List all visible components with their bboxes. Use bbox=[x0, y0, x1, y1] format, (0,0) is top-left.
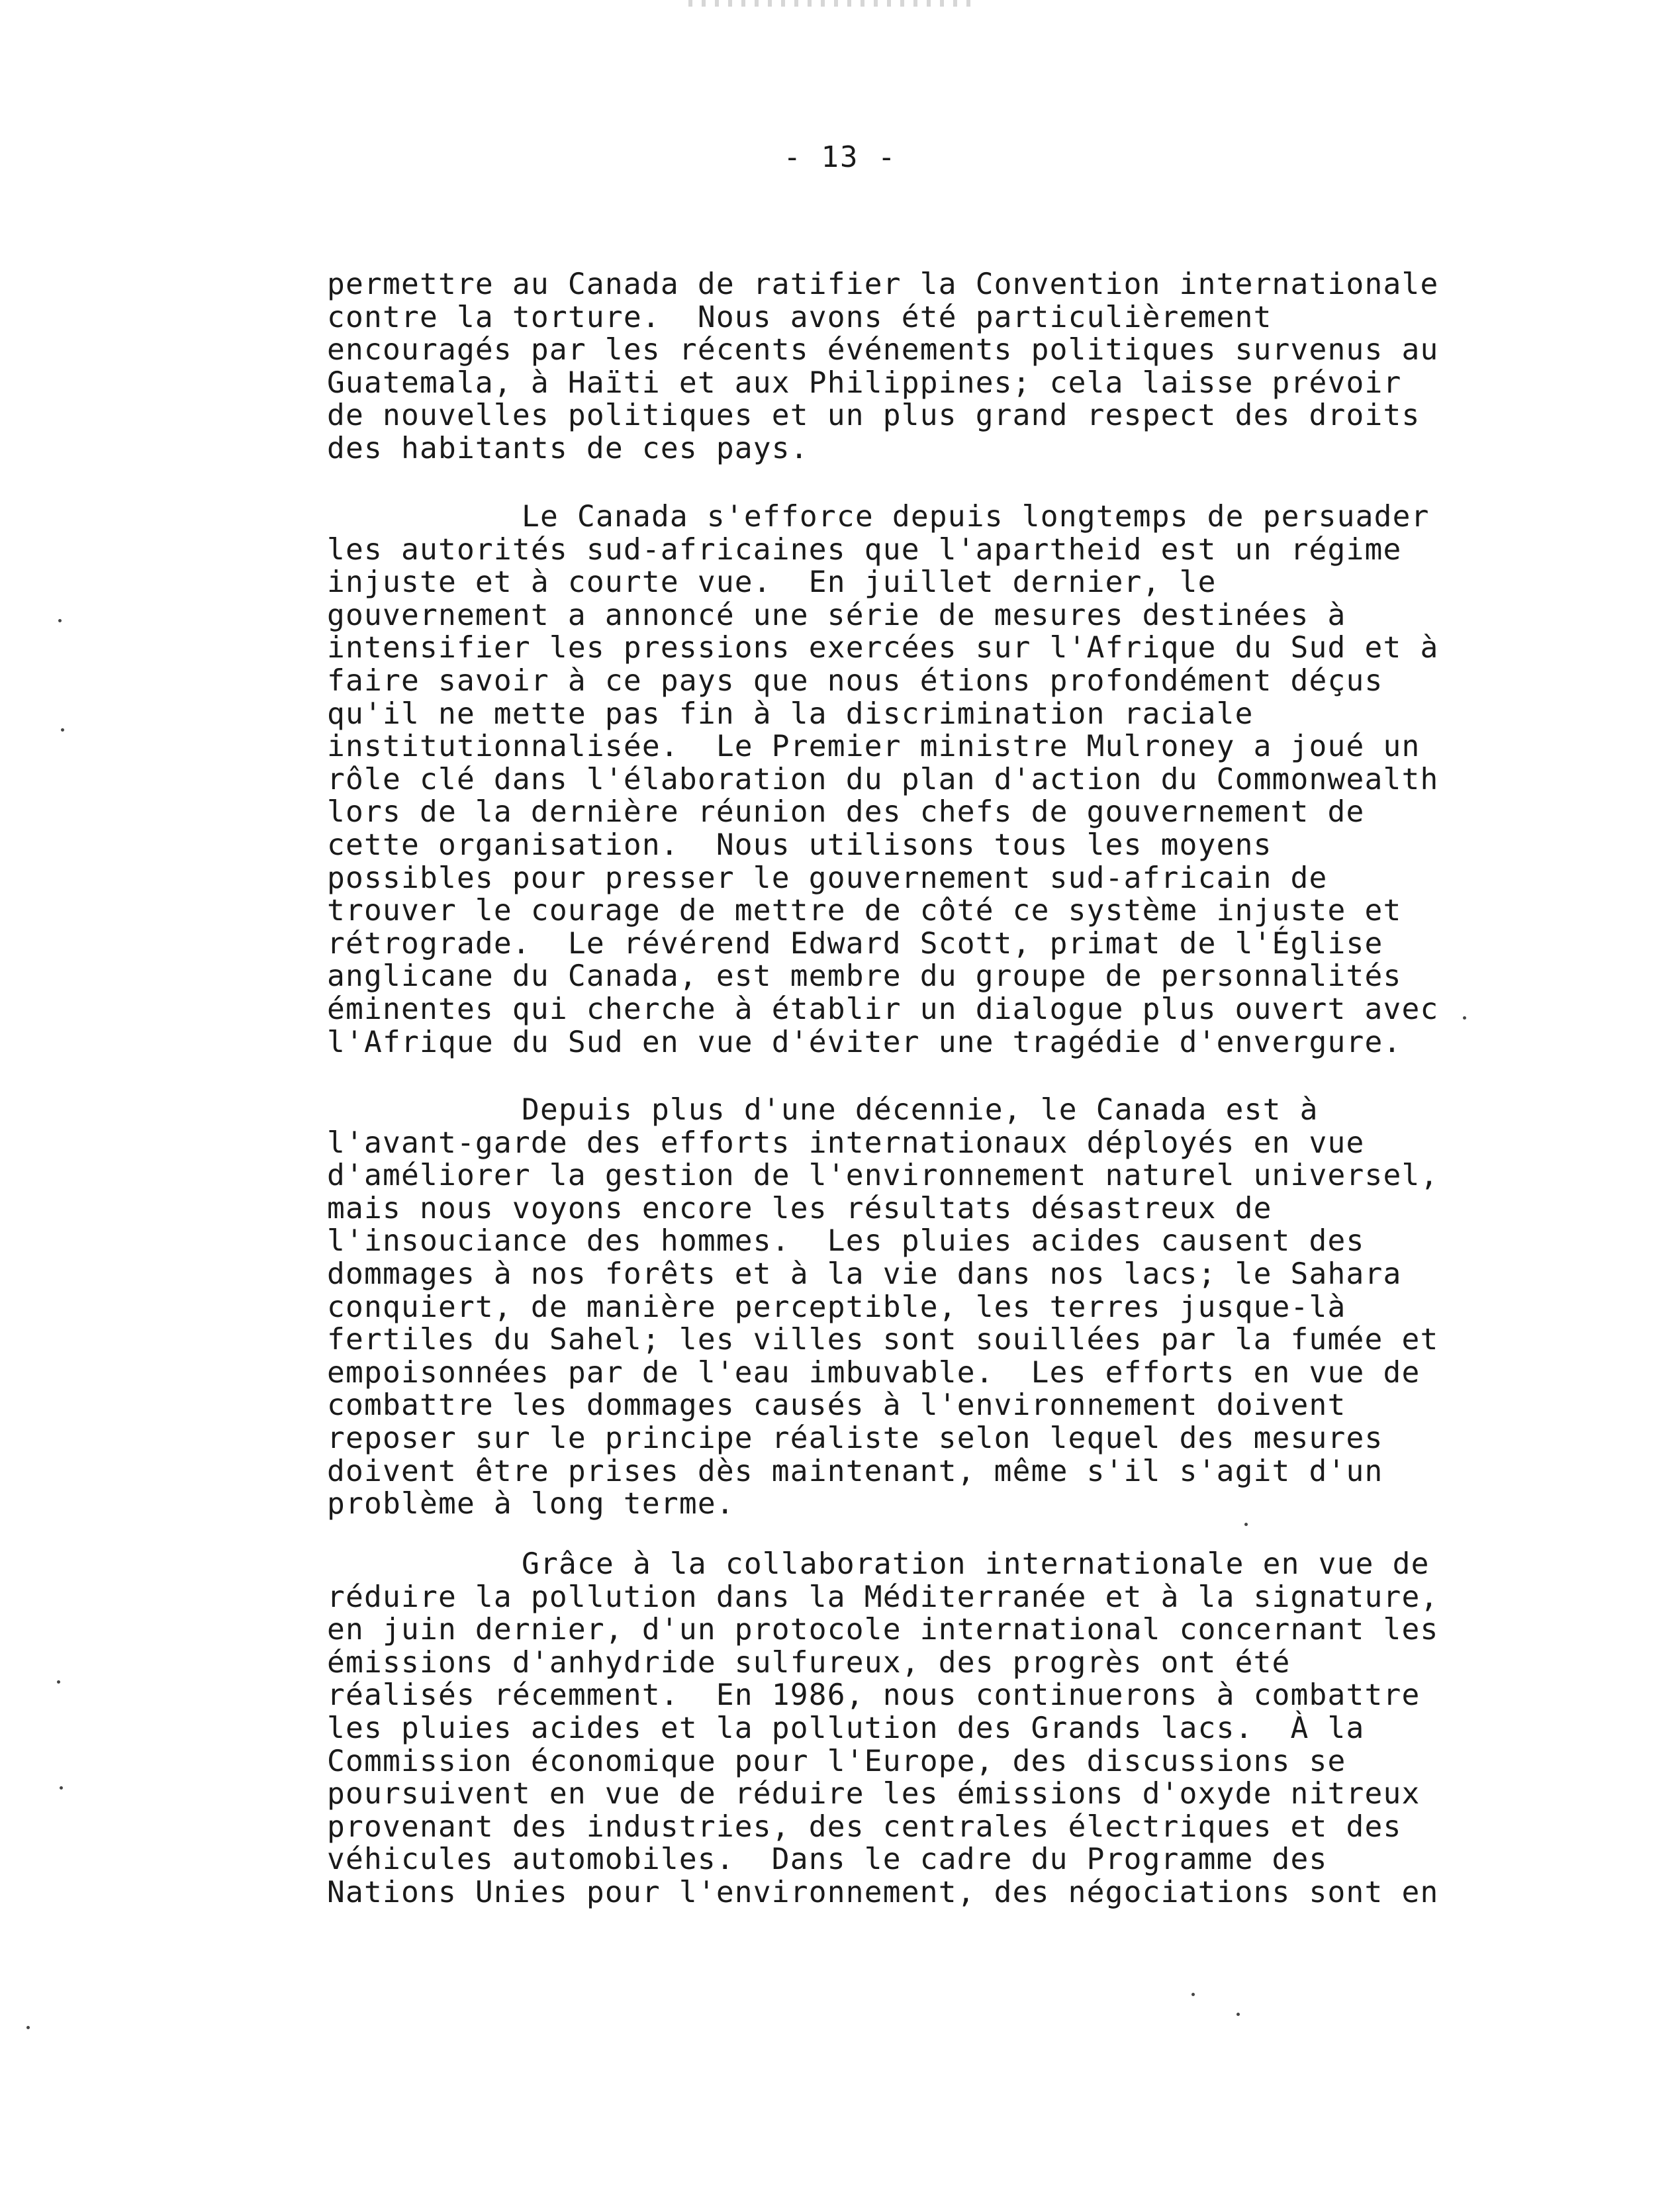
text-line: Nations Unies pour l'environnement, des négociations sont en bbox=[327, 1875, 1439, 1909]
scan-speck bbox=[1237, 2013, 1240, 2016]
text-line: institutionnalisée. Le Premier ministre Mulroney a joué un bbox=[327, 730, 1421, 764]
scan-speck bbox=[1463, 1016, 1466, 1020]
text-line: cette organisation. Nous utilisons tous les moyens bbox=[327, 828, 1272, 862]
text-line: combattre les dommages causés à l'environnement doivent bbox=[327, 1388, 1346, 1423]
text-line: de nouvelles politiques et un plus grand respect des droits bbox=[327, 399, 1421, 433]
text-line: d'améliorer la gestion de l'environnement naturel universel, bbox=[327, 1159, 1439, 1193]
text-line: permettre au Canada de ratifier la Convention internationale bbox=[327, 267, 1439, 301]
text-line: les pluies acides et la pollution des Grands lacs. À la bbox=[327, 1711, 1365, 1745]
text-line: réalisés récemment. En 1986, nous continuerons à combattre bbox=[327, 1678, 1421, 1713]
text-line: gouvernement a annoncé une série de mesures destinées à bbox=[327, 598, 1346, 632]
text-line: dommages à nos forêts et à la vie dans nos lacs; le Sahara bbox=[327, 1257, 1402, 1291]
text-line: rôle clé dans l'élaboration du plan d'action du Commonwealth bbox=[327, 762, 1439, 796]
text-line: l'insouciance des hommes. Les pluies acides causent des bbox=[327, 1224, 1365, 1259]
text-line: doivent être prises dès maintenant, même s'il s'agit d'un bbox=[327, 1454, 1383, 1488]
scan-speck bbox=[57, 1680, 60, 1684]
text-line: reposer sur le principe réaliste selon lequel des mesures bbox=[327, 1421, 1383, 1455]
text-line: les autorités sud-africaines que l'apartheid est un régime bbox=[327, 532, 1402, 567]
scan-speck bbox=[58, 619, 62, 622]
text-line: poursuivent en vue de réduire les émissions d'oxyde nitreux bbox=[327, 1777, 1421, 1811]
text-line: intensifier les pressions exercées sur l'Afrique du Sud et à bbox=[327, 631, 1439, 665]
text-line: lors de la dernière réunion des chefs de gouvernement de bbox=[327, 795, 1365, 830]
text-line: rétrograde. Le révérend Edward Scott, primat de l'Église bbox=[327, 926, 1383, 961]
text-line: empoisonnées par de l'eau imbuvable. Les efforts en vue de bbox=[327, 1355, 1421, 1390]
text-line: injuste et à courte vue. En juillet dernier, le bbox=[327, 565, 1217, 600]
scan-speck bbox=[1191, 1993, 1195, 1996]
text-line: Le Canada s'efforce depuis longtemps de persuader bbox=[522, 500, 1430, 534]
text-line: anglicane du Canada, est membre du groupe de personnalités bbox=[327, 959, 1402, 994]
scan-speck bbox=[61, 728, 64, 732]
text-line: faire savoir à ce pays que nous étions profondément déçus bbox=[327, 663, 1383, 698]
text-line: Guatemala, à Haïti et aux Philippines; cela laisse prévoir bbox=[327, 365, 1402, 400]
paragraph-environment bbox=[327, 1094, 1505, 1521]
paragraph-apartheid bbox=[327, 501, 1505, 1059]
text-line: contre la torture. Nous avons été particulièrement bbox=[327, 300, 1272, 334]
text-line: conquiert, de manière perceptible, les terres jusque-là bbox=[327, 1290, 1346, 1324]
text-line: l'Afrique du Sud en vue d'éviter une tragédie d'envergure. bbox=[327, 1025, 1402, 1059]
text-line: des habitants de ces pays. bbox=[327, 431, 809, 465]
text-line: provenant des industries, des centrales électriques et des bbox=[327, 1809, 1402, 1844]
paragraph-pollution bbox=[327, 1548, 1505, 1909]
text-line: émissions d'anhydride sulfureux, des progrès ont été bbox=[327, 1645, 1291, 1680]
text-line: problème à long terme. bbox=[327, 1487, 735, 1521]
text-line: réduire la pollution dans la Méditerranée et à la signature, bbox=[327, 1580, 1439, 1614]
text-line: possibles pour presser le gouvernement sud-africain de bbox=[327, 861, 1328, 895]
text-line: trouver le courage de mettre de côté ce système injuste et bbox=[327, 894, 1402, 928]
scan-header-noise bbox=[688, 0, 980, 7]
text-line: Commission économique pour l'Europe, des discussions se bbox=[327, 1744, 1346, 1778]
scan-speck bbox=[26, 2026, 30, 2029]
text-line: en juin dernier, d'un protocole international concernant les bbox=[327, 1613, 1439, 1647]
text-line: Grâce à la collaboration internationale en vue de bbox=[522, 1547, 1430, 1581]
text-line: Depuis plus d'une décennie, le Canada est à bbox=[522, 1093, 1319, 1127]
scan-speck bbox=[1244, 1523, 1248, 1526]
text-line: encouragés par les récents événements politiques survenus au bbox=[327, 333, 1439, 367]
text-line: éminentes qui cherche à établir un dialogue plus ouvert avec bbox=[327, 992, 1439, 1026]
scan-speck bbox=[60, 1786, 63, 1790]
text-line: véhicules automobiles. Dans le cadre du Programme des bbox=[327, 1843, 1328, 1877]
paragraph-convention-torture bbox=[327, 268, 1505, 465]
text-line: fertiles du Sahel; les villes sont souillées par la fumée et bbox=[327, 1323, 1439, 1357]
page-number: - 13 - bbox=[783, 140, 897, 174]
text-line: l'avant-garde des efforts internationaux déployés en vue bbox=[327, 1126, 1365, 1160]
text-line: qu'il ne mette pas fin à la discrimination raciale bbox=[327, 696, 1254, 731]
text-line: mais nous voyons encore les résultats désastreux de bbox=[327, 1191, 1272, 1225]
